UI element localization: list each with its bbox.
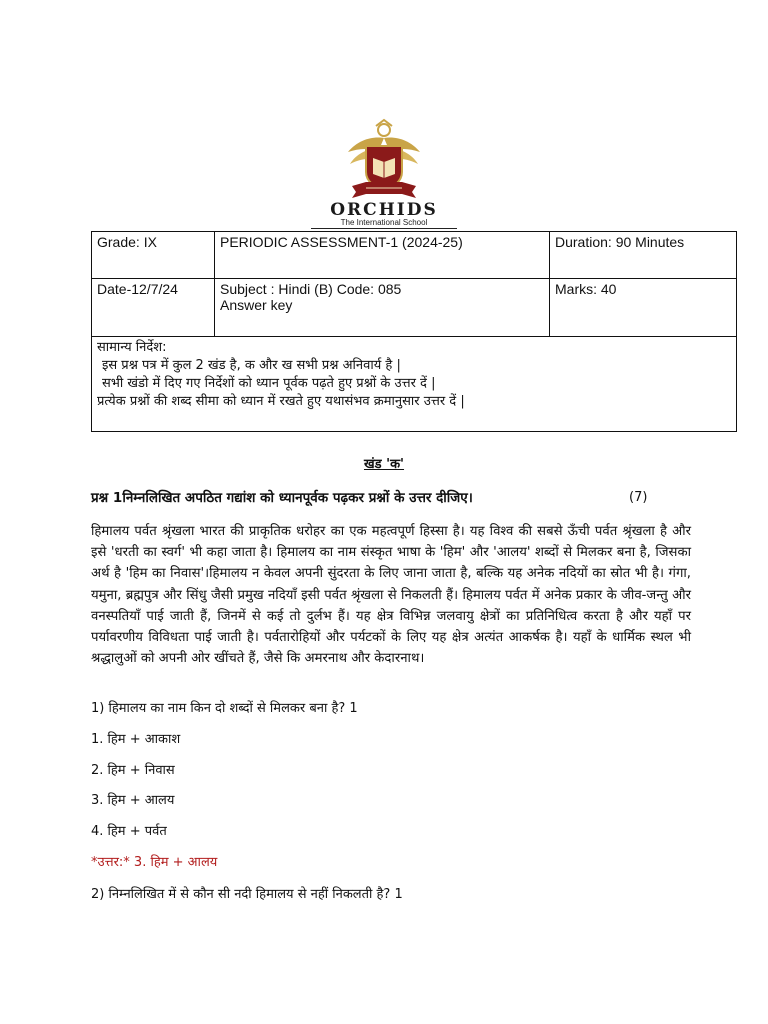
answer-text: *उत्तर:* 3. हिम + आलय <box>91 855 218 870</box>
header-row-1 <box>92 232 737 279</box>
sub-question-1: 1) हिमालय का नाम किन दो शब्दों से मिलकर बना है? 1 <box>91 701 358 716</box>
instructions-cell <box>92 337 737 432</box>
instruction-item: सभी खंडो में दिए गए निर्देशों को ध्यान पूर्वक पढ़ते हुए प्रश्नों के उत्तर दें | <box>102 376 436 391</box>
header-row-2 <box>92 279 737 337</box>
passage-text: हिमालय पर्वत श्रृंखला भारत की प्राकृतिक धरोहर का एक महत्वपूर्ण हिस्सा है। यह विश्व की सबसे ऊँची पर्वत श्रृंखला है और इसे 'धरती का स्वर्ग' भी कहा जाता है। हिमालय का नाम संस्कृत भाषा के 'हिम' और 'आलय' शब्दों से मिलकर बना है, जिसका अर्थ है 'हिम का निवास'।हिमालय न केवल अपनी सुंदरता के लिए जाना जाता है, बल्कि यह अनेक नदियों का स्रोत भी है। गंगा, यमुना, ब्रह्मपुत्र और सिंधु जैसी प्रमुख नदियाँ इसी पर्वत श्रृंखला से निकलती हैं। हिमालय पर्वत में अनेक प्रकार के जीव-जन्तु और वनस्पतियाँ पाई जाती हैं, जिनमें से कई तो दुर्लभ हैं। यह क्षेत्र विभिन्न जलवायु क्षेत्रों का प्रतिनिधित्व करता है और यहाँ पर पर्यावरणीय विविधता पाई जाती है। पर्वतारोहियों और पर्यटकों के लिए यह क्षेत्र अत्यंत आकर्षक है। यहाँ के धार्मिक स्थल भी श्रद्धालुओं को अपनी ओर खींचते हैं, जैसे कि अमरनाथ और केदारनाथ। <box>91 524 691 667</box>
subject-text: Subject : Hindi (B) Code: 085 <box>220 281 402 297</box>
brand-tagline <box>0 218 768 229</box>
option-3: 3. हिम + आलय <box>91 793 175 808</box>
question-heading: प्रश्न 1निम्नलिखित अपठित गद्यांश को ध्यानपूर्वक पढ़कर प्रश्नों के उत्तर दीजिए। <box>91 490 473 506</box>
brand-tagline-text: The International School <box>311 218 458 229</box>
instructions-title: सामान्य निर्देश: <box>97 340 167 355</box>
date-cell: Date-12/7/24 <box>92 279 215 337</box>
duration-cell: Duration: 90 Minutes <box>550 232 737 279</box>
sub-question-2: 2) निम्नलिखित में से कौन सी नदी हिमालय से नहीं निकलती है? 1 <box>91 887 403 902</box>
option-2: 2. हिम + निवास <box>91 763 175 778</box>
school-logo <box>0 118 768 202</box>
header-table <box>91 231 737 432</box>
brand-name: ORCHIDS <box>330 200 438 220</box>
instruction-item: प्रत्येक प्रश्नों की शब्द सीमा को ध्यान में रखते हुए यथासंभव क्रमानुसार उत्तर दें | <box>97 394 465 409</box>
orchids-emblem-icon <box>336 118 432 202</box>
grade-cell: Grade: IX <box>92 232 215 279</box>
header-row-3 <box>92 337 737 432</box>
option-1: 1. हिम + आकाश <box>91 732 181 747</box>
instruction-item: इस प्रश्न पत्र में कुल 2 खंड है, क और ख सभी प्रश्न अनिवार्य है | <box>102 358 401 373</box>
option-4: 4. हिम + पर्वत <box>91 824 167 839</box>
question-marks: (7) <box>629 490 648 505</box>
answer-key-text: Answer key <box>220 297 293 313</box>
subject-cell <box>215 279 550 337</box>
marks-cell: Marks: 40 <box>550 279 737 337</box>
assessment-cell: PERIODIC ASSESSMENT-1 (2024-25) <box>215 232 550 279</box>
section-title: खंड 'क' <box>363 457 405 472</box>
